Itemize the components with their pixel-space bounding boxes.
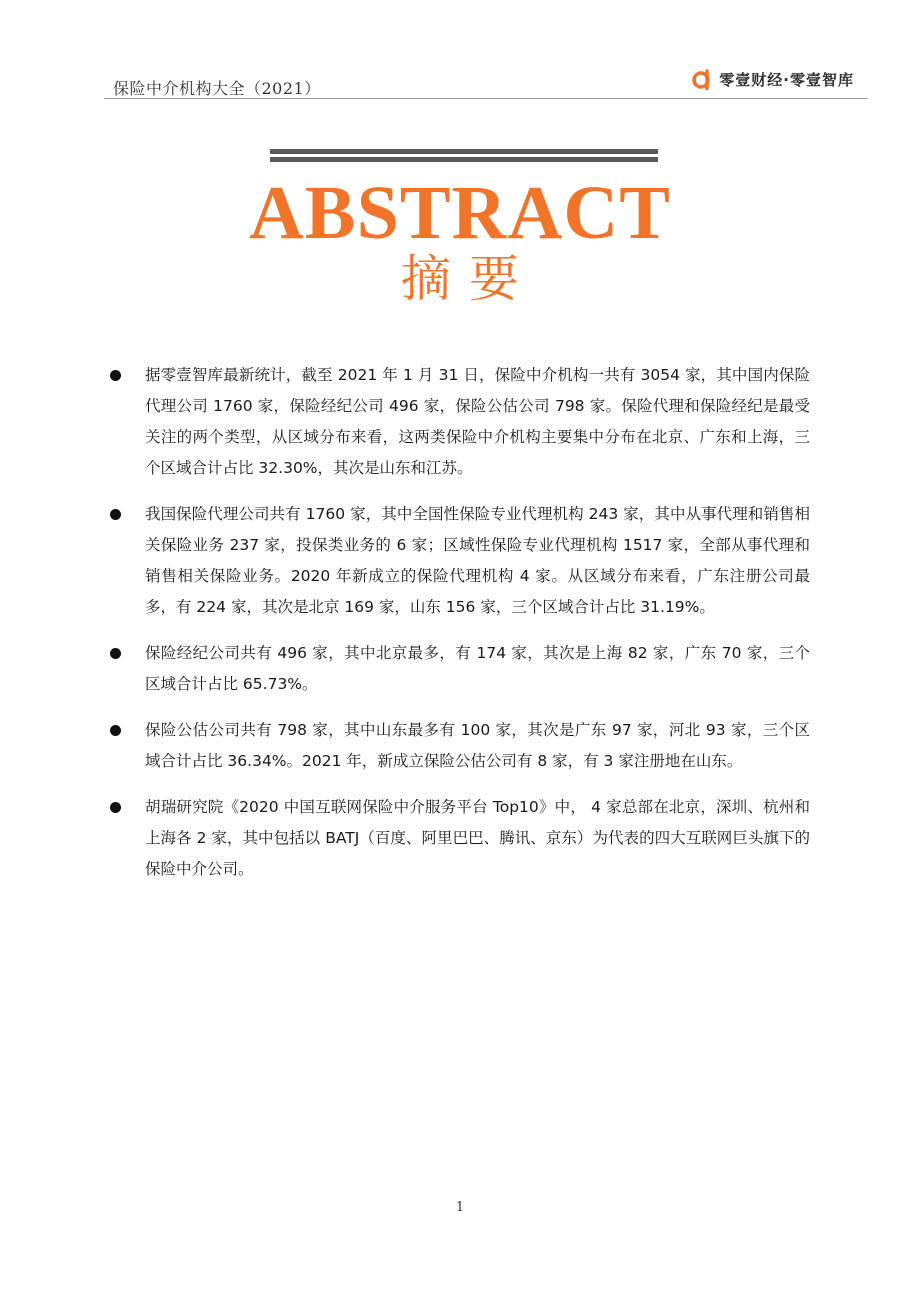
bullet-item <box>110 360 810 484</box>
brand-name: 零壹财经·零壹智库 <box>719 70 854 89</box>
page-number: 1 <box>455 1200 465 1215</box>
零壹-logo-icon <box>691 68 713 90</box>
bullet-dot-icon <box>110 370 121 381</box>
abstract-bar-bottom <box>270 157 658 162</box>
bullet-item <box>110 499 810 623</box>
bullet-text: 据零壹智库最新统计，截至 2021 年 1 月 31 日，保险中介机构一共有 3054 家，其中国内保险代理公司 1760 家，保险经纪公司 496 家，保险公估公司 798 家。保险代理和保险经纪是最受关注的两个类型，从区域分布来看，这两类保险中介机构主要集中分布在北京、广东和上海，三个区域合计占比 32.30%，其次是山东和江苏。 <box>145 366 810 477</box>
abstract-bar-top <box>270 149 658 154</box>
abstract-decorative-bars <box>270 149 658 162</box>
header-divider <box>104 98 868 99</box>
bullet-text: 胡瑞研究院《2020 中国互联网保险中介服务平台 Top10》中， 4 家总部在北京，深圳、杭州和上海各 2 家，其中包括以 BATJ（百度、阿里巴巴、腾讯、京东）为代表的四大互联网巨头旗下的保险中介公司。 <box>145 798 810 878</box>
bullet-text: 保险经纪公司共有 496 家，其中北京最多，有 174 家，其次是上海 82 家，广东 70 家，三个区域合计占比 65.73%。 <box>145 644 810 693</box>
bullet-dot-icon <box>110 509 121 520</box>
bullet-item <box>110 715 810 777</box>
abstract-subtitle: 摘要 <box>401 250 537 308</box>
bullet-dot-icon <box>110 648 121 659</box>
bullet-item <box>110 792 810 885</box>
document-header-title: 保险中介机构大全（2021） <box>113 79 321 98</box>
brand <box>691 68 854 90</box>
abstract-bullet-list <box>110 360 810 900</box>
bullet-item <box>110 638 810 700</box>
bullet-dot-icon <box>110 802 121 813</box>
bullet-text: 保险公估公司共有 798 家，其中山东最多有 100 家，其次是广东 97 家，河北 93 家，三个区域合计占比 36.34%。2021 年，新成立保险公估公司有 8 家，有 3 家注册地在山东。 <box>145 721 810 770</box>
bullet-dot-icon <box>110 725 121 736</box>
bullet-text: 我国保险代理公司共有 1760 家，其中全国性保险专业代理机构 243 家，其中从事代理和销售相关保险业务 237 家，投保类业务的 6 家；区域性保险专业代理机构 1517 家，全部从事代理和销售相关保险业务。2020 年新成立的保险代理机构 4 家。从区域分布来看，广东注册公司最多，有 224 家，其次是北京 169 家，山东 156 家，三个区域合计占比 31.19%。 <box>145 505 810 616</box>
abstract-title: ABSTRACT <box>249 171 671 255</box>
